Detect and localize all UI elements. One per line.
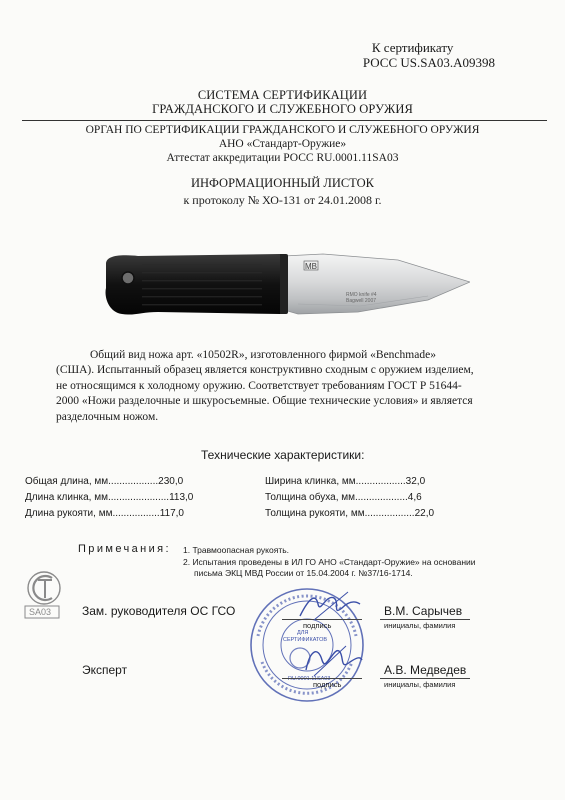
spec-row bbox=[25, 492, 193, 503]
certificate-reference-label: К сертификату bbox=[371, 40, 454, 55]
spec-value: 113,0 bbox=[169, 492, 194, 503]
description-line: разделочным ножом. bbox=[56, 410, 159, 423]
stamp-center-text-1: ДЛЯ bbox=[297, 630, 309, 636]
knife-illustration bbox=[98, 234, 470, 344]
spec-row bbox=[265, 476, 425, 487]
system-header bbox=[0, 88, 565, 116]
signatory-name: В.М. Сарычев bbox=[384, 604, 463, 618]
certification-body-name: ОРГАН ПО СЕРТИФИКАЦИИ ГРАЖДАНСКОГО И СЛУЖЕБНОГО ОРУЖИЯ bbox=[85, 124, 480, 136]
system-header-line2: ГРАЖДАНСКОГО И СЛУЖЕБНОГО ОРУЖИЯ bbox=[152, 102, 413, 116]
signature-caption: подпись bbox=[303, 621, 332, 630]
spec-label: Длина рукояти, мм................. bbox=[25, 508, 160, 519]
name-line bbox=[380, 619, 470, 620]
note-item: 1. Травмоопасная рукоять. bbox=[183, 545, 290, 555]
name-caption: инициалы, фамилия bbox=[384, 621, 456, 630]
accreditation-certificate: Аттестат аккредитации РОСС RU.0001.11SA03 bbox=[166, 152, 399, 164]
blade-etching-1: RMO knife #4 bbox=[346, 292, 377, 298]
spec-label: Толщина рукояти, мм.................. bbox=[265, 508, 415, 519]
spec-value: 230,0 bbox=[158, 476, 184, 487]
description-line: Общий вид ножа арт. «10502R», изготовленного фирмой «Benchmade» bbox=[90, 349, 436, 361]
header-divider bbox=[22, 120, 547, 121]
certification-mark bbox=[22, 568, 72, 620]
knife-handle bbox=[106, 254, 280, 315]
spec-row bbox=[25, 476, 183, 487]
spec-row bbox=[25, 508, 184, 519]
description-line: 2000 «Ножи разделочные и шкуросъемные. Общие технические условия» и является bbox=[56, 395, 473, 408]
spec-row bbox=[265, 508, 434, 519]
certification-body-org: АНО «Стандарт-Оружие» bbox=[218, 138, 347, 150]
product-description bbox=[56, 348, 516, 425]
info-sheet-heading bbox=[0, 176, 565, 207]
note-item: 2. Испытания проведены в ИЛ ГО АНО «Стандарт-Оружие» на основании bbox=[183, 557, 476, 567]
certificate-reference bbox=[363, 40, 495, 70]
certification-mark-code: SA03 bbox=[29, 607, 52, 617]
signatory-role: Эксперт bbox=[82, 663, 128, 677]
certificate-number: РОСС US.SA03.A09398 bbox=[362, 55, 495, 70]
spec-label: Общая длина, мм.................. bbox=[25, 476, 159, 487]
info-sheet-title: ИНФОРМАЦИОННЫЙ ЛИСТОК bbox=[190, 176, 375, 190]
stamp-center-text-2: СЕРТИФИКАТОВ bbox=[283, 637, 328, 643]
description-line: (США). Испытанный образец является конструктивно сходным с оружием изделием, bbox=[56, 364, 474, 377]
spec-value: 22,0 bbox=[414, 508, 435, 519]
blade-logo: MB bbox=[305, 262, 317, 271]
knife-image bbox=[98, 234, 470, 344]
signature-caption: подпись bbox=[313, 680, 342, 689]
certification-body bbox=[0, 123, 565, 165]
spec-value: 32,0 bbox=[405, 476, 426, 487]
stamp-bottom-text: RU.0001.11SA03 bbox=[288, 676, 331, 682]
handwritten-signature-2 bbox=[300, 640, 366, 680]
notes-label: Примечания: bbox=[78, 543, 171, 555]
system-header-line1: СИСТЕМА СЕРТИФИКАЦИИ bbox=[197, 88, 368, 102]
signatory-name: А.В. Медведев bbox=[384, 663, 467, 677]
spec-label: Длина клинка, мм...................... bbox=[25, 492, 170, 503]
spec-label: Ширина клинка, мм.................. bbox=[265, 476, 406, 487]
spec-label: Толщина обуха, мм................... bbox=[265, 492, 408, 503]
blade-etching-2: Bagwell 2007 bbox=[346, 298, 377, 304]
spec-value: 4,6 bbox=[407, 492, 422, 503]
name-caption: инициалы, фамилия bbox=[384, 680, 456, 689]
signatory-role: Зам. руководителя ОС ГСО bbox=[82, 604, 236, 618]
specs-title: Технические характеристики: bbox=[201, 448, 365, 462]
note-item: письма ЭКЦ МВД России от 15.04.2004 г. №37/16-1714. bbox=[194, 568, 413, 578]
protocol-reference: к протоколу № ХО-131 от 24.01.2008 г. bbox=[183, 193, 382, 207]
handwritten-signature-1 bbox=[296, 590, 366, 624]
spec-value: 117,0 bbox=[159, 508, 184, 519]
description-line: не относящимся к холодному оружию. Соответствует требованиям ГОСТ Р 51644- bbox=[56, 379, 462, 392]
name-line bbox=[380, 678, 470, 679]
spec-row bbox=[265, 492, 422, 503]
lanyard-hole bbox=[122, 272, 134, 284]
